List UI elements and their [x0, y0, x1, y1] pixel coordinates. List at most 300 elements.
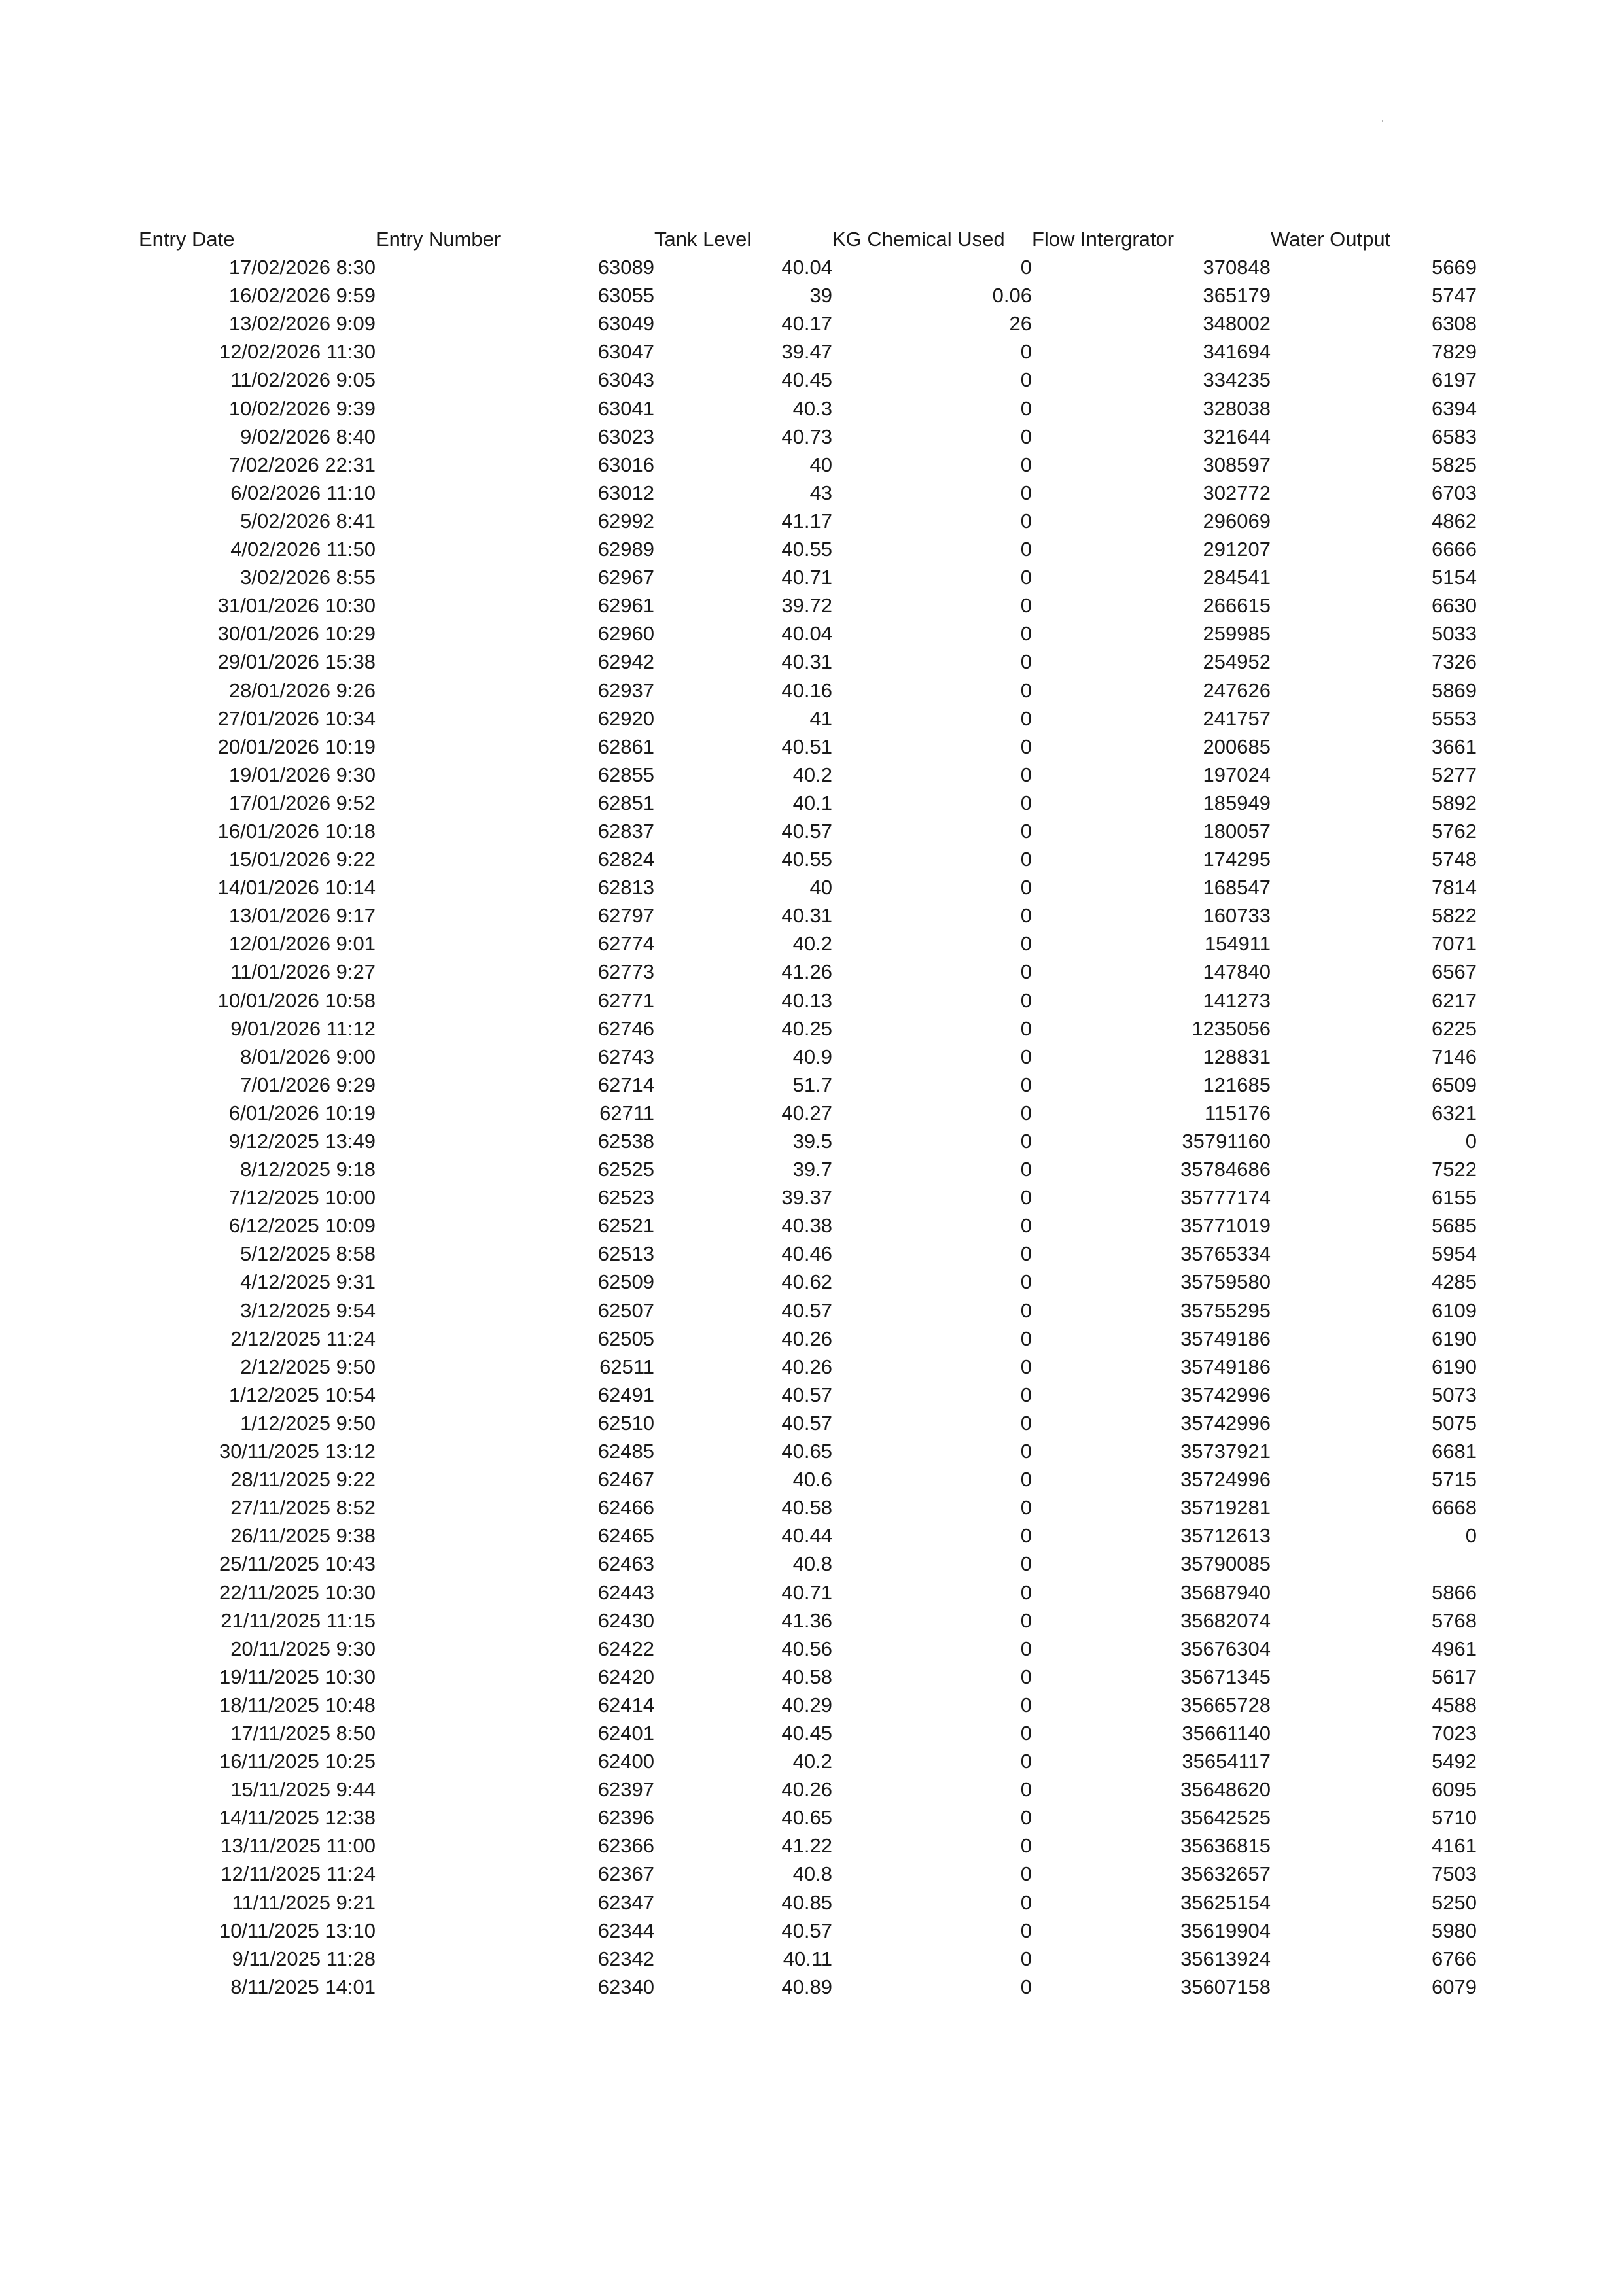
table-row [139, 1973, 1477, 2001]
header-entry-number: Entry Number [376, 228, 501, 251]
cell-water-output: 6394 [1432, 396, 1477, 420]
cell-water-output: 6509 [1432, 1073, 1477, 1096]
table-row [139, 1099, 1477, 1127]
cell-kg-chemical-used: 0 [1020, 594, 1032, 617]
cell-flow-integrator: 35791160 [1182, 1130, 1271, 1153]
cell-entry-date: 6/02/2026 11:10 [230, 481, 376, 504]
cell-entry-date: 20/01/2026 10:19 [217, 735, 376, 758]
table-header [139, 225, 1477, 253]
cell-water-output: 5747 [1432, 284, 1477, 307]
cell-entry-date: 16/02/2026 9:59 [228, 284, 376, 307]
cell-entry-date: 17/02/2026 8:30 [228, 256, 376, 279]
cell-entry-number: 62340 [597, 1975, 654, 1998]
cell-water-output: 5492 [1432, 1750, 1477, 1773]
cell-tank-level: 40.46 [781, 1242, 832, 1266]
cell-entry-date: 6/01/2026 10:19 [228, 1101, 376, 1124]
cell-water-output: 5075 [1432, 1411, 1477, 1435]
cell-water-output: 5710 [1432, 1806, 1477, 1830]
cell-water-output: 6567 [1432, 960, 1477, 984]
cell-entry-date: 8/01/2026 9:00 [240, 1045, 376, 1068]
cell-entry-date: 14/11/2025 12:38 [219, 1806, 376, 1830]
table-row [139, 1832, 1477, 1860]
cell-tank-level: 39.47 [781, 340, 832, 364]
table-row [139, 761, 1477, 789]
cell-kg-chemical-used: 0.06 [992, 284, 1032, 307]
table-row [139, 1550, 1477, 1578]
cell-kg-chemical-used: 0 [1020, 1721, 1032, 1745]
cell-tank-level: 40.17 [781, 312, 832, 336]
cell-entry-number: 62960 [597, 622, 654, 646]
cell-entry-date: 16/11/2025 10:25 [219, 1750, 376, 1773]
cell-flow-integrator: 35765334 [1180, 1242, 1271, 1266]
cell-kg-chemical-used: 0 [1020, 566, 1032, 589]
cell-kg-chemical-used: 0 [1020, 396, 1032, 420]
table-row [139, 845, 1477, 873]
cell-flow-integrator: 35636815 [1180, 1834, 1271, 1858]
cell-tank-level: 40.58 [781, 1496, 832, 1520]
table-row [139, 1888, 1477, 1917]
cell-entry-number: 62397 [597, 1778, 654, 1801]
cell-entry-date: 26/11/2025 9:38 [230, 1524, 376, 1548]
cell-tank-level: 39 [809, 284, 832, 307]
cell-entry-number: 62344 [597, 1919, 654, 1942]
cell-kg-chemical-used: 0 [1020, 256, 1032, 279]
cell-water-output: 6703 [1432, 481, 1477, 504]
cell-kg-chemical-used: 0 [1020, 1834, 1032, 1858]
table-row [139, 591, 1477, 619]
table-row [139, 648, 1477, 676]
cell-kg-chemical-used: 0 [1020, 1552, 1032, 1576]
cell-water-output: 7522 [1432, 1158, 1477, 1181]
cell-flow-integrator: 154911 [1204, 932, 1271, 956]
cell-kg-chemical-used: 0 [1020, 1947, 1032, 1970]
cell-flow-integrator: 180057 [1203, 819, 1271, 843]
cell-water-output: 5980 [1432, 1919, 1477, 1942]
cell-entry-date: 25/11/2025 10:43 [219, 1552, 376, 1576]
cell-entry-number: 62989 [597, 538, 654, 561]
cell-tank-level: 40 [809, 453, 832, 476]
table-row [139, 563, 1477, 591]
table-row [139, 1663, 1477, 1691]
cell-kg-chemical-used: 0 [1020, 1468, 1032, 1491]
cell-water-output: 7503 [1432, 1862, 1477, 1886]
cell-flow-integrator: 348002 [1203, 312, 1271, 336]
cell-tank-level: 40.45 [781, 1721, 832, 1745]
cell-entry-date: 6/12/2025 10:09 [228, 1214, 376, 1238]
cell-entry-date: 7/12/2025 10:00 [228, 1186, 376, 1209]
table-row [139, 1578, 1477, 1607]
cell-entry-date: 17/11/2025 8:50 [230, 1721, 376, 1745]
cell-entry-number: 62414 [597, 1693, 654, 1716]
cell-entry-date: 14/01/2026 10:14 [217, 876, 376, 899]
cell-kg-chemical-used: 0 [1020, 1862, 1032, 1886]
cell-entry-number: 62813 [597, 876, 654, 899]
cell-entry-number: 62851 [597, 791, 654, 814]
cell-entry-number: 62773 [597, 960, 654, 984]
cell-tank-level: 40.71 [781, 1580, 832, 1604]
cell-kg-chemical-used: 0 [1020, 1242, 1032, 1266]
cell-water-output: 5822 [1432, 904, 1477, 928]
cell-tank-level: 40.27 [781, 1101, 832, 1124]
cell-tank-level: 40.57 [781, 1919, 832, 1942]
cell-water-output: 5715 [1432, 1468, 1477, 1491]
cell-kg-chemical-used: 0 [1020, 1750, 1032, 1773]
cell-tank-level: 39.72 [781, 594, 832, 617]
cell-tank-level: 40.44 [781, 1524, 832, 1548]
cell-flow-integrator: 241757 [1203, 706, 1271, 730]
cell-entry-number: 62430 [597, 1609, 654, 1632]
cell-tank-level: 40.8 [792, 1552, 832, 1576]
cell-entry-number: 63055 [597, 284, 654, 307]
cell-entry-number: 62342 [597, 1947, 654, 1970]
cell-entry-number: 62967 [597, 566, 654, 589]
cell-kg-chemical-used: 0 [1020, 1637, 1032, 1660]
cell-tank-level: 41.36 [781, 1609, 832, 1632]
cell-entry-date: 8/12/2025 9:18 [240, 1158, 376, 1181]
cell-entry-number: 62855 [597, 763, 654, 786]
cell-flow-integrator: 266615 [1203, 594, 1271, 617]
cell-tank-level: 40.11 [783, 1947, 832, 1970]
scan-speck [1382, 120, 1383, 122]
cell-kg-chemical-used: 0 [1020, 819, 1032, 843]
table-row [139, 1015, 1477, 1043]
cell-entry-date: 9/11/2025 11:28 [232, 1947, 376, 1970]
cell-water-output: 4161 [1432, 1834, 1477, 1858]
cell-flow-integrator: 35724996 [1180, 1468, 1271, 1491]
cell-kg-chemical-used: 0 [1020, 481, 1032, 504]
cell-kg-chemical-used: 0 [1020, 453, 1032, 476]
cell-flow-integrator: 35625154 [1180, 1890, 1271, 1914]
cell-entry-date: 9/12/2025 13:49 [228, 1130, 376, 1153]
cell-water-output: 7326 [1432, 650, 1477, 674]
cell-entry-date: 19/11/2025 10:30 [219, 1665, 376, 1688]
cell-flow-integrator: 174295 [1203, 848, 1271, 871]
cell-entry-date: 11/11/2025 9:21 [232, 1890, 376, 1914]
cell-entry-number: 62509 [597, 1270, 654, 1294]
cell-water-output: 6079 [1432, 1975, 1477, 1998]
table-row [139, 1719, 1477, 1747]
cell-water-output: 5277 [1432, 763, 1477, 786]
cell-kg-chemical-used: 0 [1020, 1073, 1032, 1096]
cell-kg-chemical-used: 0 [1020, 509, 1032, 532]
cell-flow-integrator: 147840 [1203, 960, 1271, 984]
cell-kg-chemical-used: 0 [1020, 678, 1032, 702]
cell-entry-date: 21/11/2025 11:15 [221, 1609, 376, 1632]
cell-entry-number: 62467 [597, 1468, 654, 1491]
cell-kg-chemical-used: 0 [1020, 1355, 1032, 1378]
cell-tank-level: 40.45 [781, 368, 832, 392]
cell-kg-chemical-used: 0 [1020, 1186, 1032, 1209]
cell-entry-date: 28/11/2025 9:22 [230, 1468, 376, 1491]
cell-flow-integrator: 35661140 [1182, 1721, 1271, 1745]
cell-tank-level: 40.73 [781, 425, 832, 448]
table-row [139, 986, 1477, 1015]
table-row [139, 1043, 1477, 1071]
cell-tank-level: 40.1 [792, 791, 832, 814]
cell-flow-integrator: 365179 [1203, 284, 1271, 307]
cell-entry-date: 29/01/2026 15:38 [217, 650, 376, 674]
table-row [139, 1240, 1477, 1268]
cell-tank-level: 40.29 [781, 1693, 832, 1716]
cell-tank-level: 40.57 [781, 1383, 832, 1406]
cell-tank-level: 40 [809, 876, 832, 899]
cell-water-output: 6190 [1432, 1327, 1477, 1350]
cell-entry-date: 15/11/2025 9:44 [230, 1778, 376, 1801]
table-row [139, 1917, 1477, 1945]
table-row [139, 1437, 1477, 1465]
cell-water-output: 5869 [1432, 678, 1477, 702]
cell-entry-date: 12/02/2026 11:30 [219, 340, 376, 364]
cell-entry-date: 13/02/2026 9:09 [228, 312, 376, 336]
table-row [139, 1747, 1477, 1775]
cell-water-output: 6668 [1432, 1496, 1477, 1520]
cell-entry-number: 62797 [597, 904, 654, 928]
cell-entry-number: 62367 [597, 1862, 654, 1886]
cell-flow-integrator: 321644 [1203, 425, 1271, 448]
cell-tank-level: 40.04 [781, 622, 832, 646]
cell-flow-integrator: 35790085 [1180, 1552, 1271, 1576]
cell-water-output: 4961 [1432, 1637, 1477, 1660]
table-row [139, 789, 1477, 817]
cell-entry-number: 63047 [597, 340, 654, 364]
cell-entry-number: 63089 [597, 256, 654, 279]
cell-flow-integrator: 35682074 [1180, 1609, 1271, 1632]
cell-water-output: 5033 [1432, 622, 1477, 646]
cell-entry-number: 62961 [597, 594, 654, 617]
cell-entry-number: 62714 [597, 1073, 654, 1096]
cell-water-output: 7146 [1432, 1045, 1477, 1068]
cell-water-output: 7071 [1432, 932, 1477, 956]
cell-flow-integrator: 370848 [1203, 256, 1271, 279]
cell-tank-level: 40.56 [781, 1637, 832, 1660]
table-row [139, 1775, 1477, 1803]
cell-entry-date: 10/01/2026 10:58 [217, 988, 376, 1012]
cell-entry-date: 5/12/2025 8:58 [240, 1242, 376, 1266]
cell-water-output: 5825 [1432, 453, 1477, 476]
table-row [139, 1353, 1477, 1381]
cell-entry-number: 63012 [597, 481, 654, 504]
cell-entry-number: 62366 [597, 1834, 654, 1858]
cell-tank-level: 40.9 [792, 1045, 832, 1068]
cell-flow-integrator: 254952 [1203, 650, 1271, 674]
cell-flow-integrator: 35755295 [1180, 1298, 1271, 1322]
cell-tank-level: 39.7 [792, 1158, 832, 1181]
table-row [139, 423, 1477, 451]
cell-kg-chemical-used: 0 [1020, 340, 1032, 364]
cell-tank-level: 40.25 [781, 1017, 832, 1040]
cell-entry-number: 62510 [597, 1411, 654, 1435]
cell-flow-integrator: 35687940 [1180, 1580, 1271, 1604]
header-entry-date: Entry Date [139, 228, 235, 251]
cell-entry-date: 27/01/2026 10:34 [217, 706, 376, 730]
table-row [139, 1155, 1477, 1183]
table-row [139, 535, 1477, 563]
cell-flow-integrator: 35654117 [1182, 1750, 1271, 1773]
table-row [139, 873, 1477, 901]
cell-flow-integrator: 35642525 [1180, 1806, 1271, 1830]
cell-entry-date: 28/01/2026 9:26 [228, 678, 376, 702]
cell-entry-number: 62743 [597, 1045, 654, 1068]
cell-entry-number: 62992 [597, 509, 654, 532]
cell-water-output: 7829 [1432, 340, 1477, 364]
cell-water-output: 3661 [1432, 735, 1477, 758]
cell-tank-level: 40.57 [781, 1411, 832, 1435]
cell-tank-level: 40.26 [781, 1355, 832, 1378]
header-row [139, 225, 1477, 253]
table-row [139, 1860, 1477, 1888]
cell-flow-integrator: 35619904 [1180, 1919, 1271, 1942]
table-row [139, 1691, 1477, 1719]
cell-entry-number: 62837 [597, 819, 654, 843]
cell-water-output: 5762 [1432, 819, 1477, 843]
cell-entry-date: 2/12/2025 11:24 [230, 1327, 376, 1350]
cell-tank-level: 40.2 [792, 763, 832, 786]
cell-flow-integrator: 185949 [1203, 791, 1271, 814]
cell-water-output: 5892 [1432, 791, 1477, 814]
cell-entry-number: 62920 [597, 706, 654, 730]
cell-flow-integrator: 291207 [1203, 538, 1271, 561]
cell-tank-level: 40.26 [781, 1778, 832, 1801]
cell-kg-chemical-used: 0 [1020, 1298, 1032, 1322]
cell-water-output: 5685 [1432, 1214, 1477, 1238]
cell-water-output: 5866 [1432, 1580, 1477, 1604]
cell-tank-level: 40.89 [781, 1975, 832, 1998]
cell-entry-number: 62937 [597, 678, 654, 702]
cell-kg-chemical-used: 0 [1020, 425, 1032, 448]
cell-entry-number: 62465 [597, 1524, 654, 1548]
cell-water-output: 5154 [1432, 566, 1477, 589]
cell-water-output: 5669 [1432, 256, 1477, 279]
cell-tank-level: 41.22 [781, 1834, 832, 1858]
cell-tank-level: 40.38 [781, 1214, 832, 1238]
cell-flow-integrator: 35613924 [1180, 1947, 1271, 1970]
cell-tank-level: 40.51 [781, 735, 832, 758]
cell-entry-date: 30/11/2025 13:12 [219, 1440, 376, 1463]
cell-flow-integrator: 121685 [1203, 1073, 1271, 1096]
cell-entry-date: 3/12/2025 9:54 [240, 1298, 376, 1322]
cell-tank-level: 40.31 [781, 904, 832, 928]
cell-kg-chemical-used: 0 [1020, 622, 1032, 646]
cell-entry-number: 62521 [597, 1214, 654, 1238]
cell-entry-date: 12/11/2025 11:24 [221, 1862, 376, 1886]
cell-entry-number: 62401 [597, 1721, 654, 1745]
cell-kg-chemical-used: 0 [1020, 1975, 1032, 1998]
cell-flow-integrator: 334235 [1203, 368, 1271, 392]
cell-entry-date: 31/01/2026 10:30 [217, 594, 376, 617]
cell-tank-level: 40.71 [781, 566, 832, 589]
table-row [139, 676, 1477, 704]
chemical-log-table [139, 225, 1477, 2001]
cell-entry-date: 5/02/2026 8:41 [240, 509, 376, 532]
cell-water-output: 6630 [1432, 594, 1477, 617]
cell-entry-number: 62507 [597, 1298, 654, 1322]
table-row [139, 451, 1477, 479]
cell-kg-chemical-used: 0 [1020, 791, 1032, 814]
cell-water-output: 7814 [1432, 876, 1477, 899]
cell-kg-chemical-used: 0 [1020, 1524, 1032, 1548]
cell-kg-chemical-used: 0 [1020, 706, 1032, 730]
cell-tank-level: 51.7 [792, 1073, 832, 1096]
cell-kg-chemical-used: 0 [1020, 1609, 1032, 1632]
cell-tank-level: 40.3 [792, 396, 832, 420]
cell-kg-chemical-used: 0 [1020, 1383, 1032, 1406]
table-row [139, 1381, 1477, 1409]
cell-flow-integrator: 35719281 [1180, 1496, 1271, 1520]
cell-entry-number: 62771 [597, 988, 654, 1012]
table-body [139, 253, 1477, 2001]
table-row [139, 958, 1477, 986]
cell-entry-date: 10/11/2025 13:10 [219, 1919, 376, 1942]
cell-flow-integrator: 284541 [1203, 566, 1271, 589]
cell-water-output: 0 [1465, 1524, 1477, 1548]
cell-flow-integrator: 200685 [1203, 735, 1271, 758]
cell-water-output: 5748 [1432, 848, 1477, 871]
cell-tank-level: 41.17 [781, 509, 832, 532]
cell-tank-level: 40.6 [792, 1468, 832, 1491]
cell-kg-chemical-used: 0 [1020, 1214, 1032, 1238]
table-row [139, 366, 1477, 394]
cell-entry-number: 62861 [597, 735, 654, 758]
cell-entry-number: 62538 [597, 1130, 654, 1153]
table-row [139, 1945, 1477, 1973]
cell-entry-number: 62513 [597, 1242, 654, 1266]
cell-flow-integrator: 247626 [1203, 678, 1271, 702]
cell-water-output [1271, 1550, 1477, 1578]
cell-water-output: 6109 [1432, 1298, 1477, 1322]
cell-tank-level: 40.57 [781, 1298, 832, 1322]
cell-tank-level: 39.5 [792, 1130, 832, 1153]
cell-flow-integrator: 197024 [1203, 763, 1271, 786]
cell-flow-integrator: 35759580 [1180, 1270, 1271, 1294]
table-row [139, 1183, 1477, 1211]
cell-flow-integrator: 35607158 [1180, 1975, 1271, 1998]
cell-entry-number: 63023 [597, 425, 654, 448]
cell-entry-date: 17/01/2026 9:52 [228, 791, 376, 814]
cell-kg-chemical-used: 0 [1020, 1158, 1032, 1181]
cell-entry-date: 13/01/2026 9:17 [228, 904, 376, 928]
cell-tank-level: 39.37 [781, 1186, 832, 1209]
cell-kg-chemical-used: 0 [1020, 848, 1032, 871]
cell-flow-integrator: 128831 [1203, 1045, 1271, 1068]
cell-water-output: 5954 [1432, 1242, 1477, 1266]
cell-entry-date: 10/02/2026 9:39 [228, 396, 376, 420]
cell-kg-chemical-used: 0 [1020, 1270, 1032, 1294]
cell-tank-level: 40.16 [781, 678, 832, 702]
cell-water-output: 4862 [1432, 509, 1477, 532]
cell-entry-number: 63049 [597, 312, 654, 336]
cell-entry-number: 62711 [599, 1101, 654, 1124]
cell-water-output: 0 [1465, 1130, 1477, 1153]
table-row [139, 1325, 1477, 1353]
cell-tank-level: 40.65 [781, 1440, 832, 1463]
cell-tank-level: 40.13 [781, 988, 832, 1012]
cell-water-output: 4285 [1432, 1270, 1477, 1294]
cell-kg-chemical-used: 0 [1020, 1806, 1032, 1830]
cell-flow-integrator: 35737921 [1180, 1440, 1271, 1463]
cell-water-output: 6583 [1432, 425, 1477, 448]
cell-flow-integrator: 296069 [1203, 509, 1271, 532]
cell-entry-date: 27/11/2025 8:52 [230, 1496, 376, 1520]
table-row [139, 1409, 1477, 1437]
cell-flow-integrator: 35771019 [1180, 1214, 1271, 1238]
cell-entry-date: 30/01/2026 10:29 [217, 622, 376, 646]
cell-entry-date: 12/01/2026 9:01 [228, 932, 376, 956]
table-row [139, 1607, 1477, 1635]
cell-kg-chemical-used: 0 [1020, 1665, 1032, 1688]
cell-kg-chemical-used: 0 [1020, 1411, 1032, 1435]
cell-kg-chemical-used: 0 [1020, 763, 1032, 786]
cell-water-output: 6308 [1432, 312, 1477, 336]
